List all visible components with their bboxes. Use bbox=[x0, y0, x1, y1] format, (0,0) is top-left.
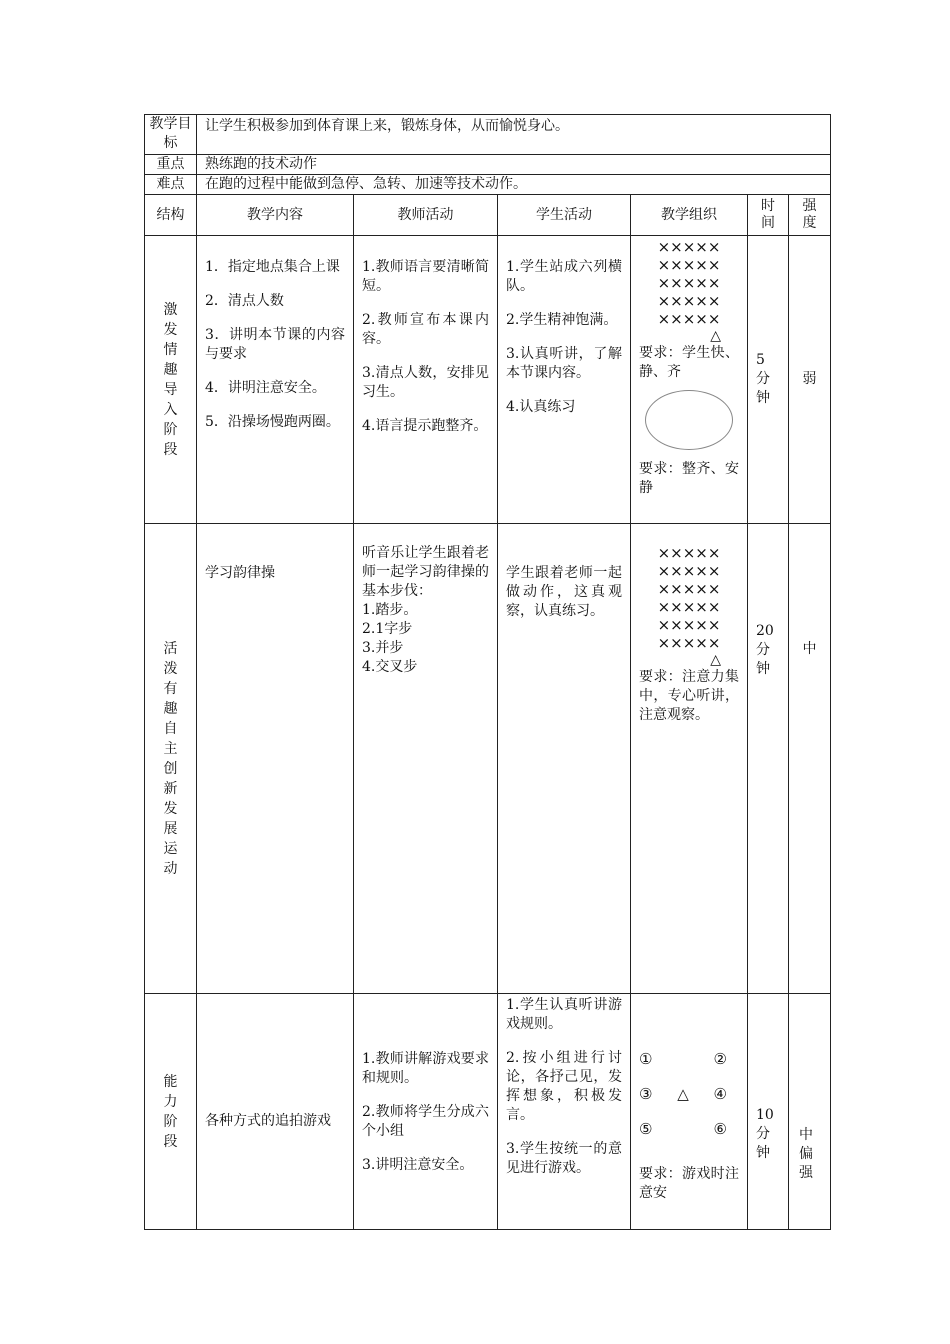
group-row bbox=[639, 1085, 727, 1104]
stage1-teacher bbox=[354, 236, 498, 524]
student-item: 2.学生精神饱满。 bbox=[506, 312, 618, 328]
formation-row: ××××× bbox=[657, 634, 721, 652]
stage3-teacher bbox=[354, 994, 498, 1230]
stage2-intensity: 中 bbox=[789, 524, 831, 994]
student-item: 3.学生按统一的意见进行游戏。 bbox=[506, 1141, 622, 1176]
stage3-content: 各种方式的追拍游戏 bbox=[197, 994, 354, 1230]
lesson-plan bbox=[144, 114, 830, 1230]
key-label: 重点 bbox=[145, 155, 197, 175]
requirement-text: 要求：游戏时注意安 bbox=[639, 1166, 739, 1201]
stage2-name: 活泼有趣自主创新发展运动 bbox=[145, 524, 197, 994]
difficulty-row bbox=[145, 175, 831, 195]
content-item: 4．讲明注意安全。 bbox=[205, 380, 326, 396]
stage3-student bbox=[498, 994, 631, 1230]
stage1-student bbox=[498, 236, 631, 524]
step-item: 3.并步 bbox=[362, 640, 404, 656]
teacher-item: 1.教师讲解游戏要求和规则。 bbox=[362, 1051, 489, 1086]
group-2-icon: ② bbox=[713, 1050, 727, 1068]
formation-row: ××××× bbox=[657, 544, 721, 562]
goal-row bbox=[145, 115, 831, 155]
formation-row: ××××× bbox=[657, 310, 721, 328]
group-6-icon: ⑥ bbox=[713, 1120, 727, 1138]
stage2-content: 学习韵律操 bbox=[197, 524, 354, 994]
requirement-text: 要求：注意力集中，专心听讲，注意观察。 bbox=[639, 669, 739, 723]
header-structure: 结构 bbox=[145, 195, 197, 236]
stage1-organization bbox=[631, 236, 748, 524]
formation-row: ××××× bbox=[657, 292, 721, 310]
stage3-time: 10分钟 bbox=[748, 994, 789, 1230]
stage2-time: 20分钟 bbox=[748, 524, 789, 994]
formation-row: ××××× bbox=[657, 256, 721, 274]
formation-row: ××××× bbox=[657, 274, 721, 292]
content-item: 2．清点人数 bbox=[205, 293, 284, 309]
formation-row: ××××× bbox=[657, 598, 721, 616]
student-item: 4.认真练习 bbox=[506, 399, 576, 415]
requirement-text: 要求：整齐、安静 bbox=[639, 461, 739, 496]
stage3-row bbox=[145, 994, 831, 1230]
group-row bbox=[639, 1120, 727, 1139]
difficulty-label: 难点 bbox=[145, 175, 197, 195]
key-row bbox=[145, 155, 831, 175]
step-item: 4.交叉步 bbox=[362, 659, 418, 675]
stage2-row bbox=[145, 524, 831, 994]
teacher-item: 3.讲明注意安全。 bbox=[362, 1157, 474, 1173]
group-3-icon: ③ bbox=[639, 1085, 653, 1103]
group-5-icon: ⑤ bbox=[639, 1120, 653, 1138]
student-item: 1.学生站成六列横队。 bbox=[506, 259, 622, 294]
teacher-position-icon: △ bbox=[710, 328, 721, 344]
stage1-time: 5分钟 bbox=[748, 236, 789, 524]
step-item: 1.踏步。 bbox=[362, 602, 418, 618]
header-intensity: 强度 bbox=[789, 195, 831, 236]
requirement-text: 要求：学生快、静、齐 bbox=[639, 345, 739, 380]
header-content: 教学内容 bbox=[197, 195, 354, 236]
stage3-intensity: 中偏强 bbox=[789, 994, 831, 1230]
stage2-student: 学生跟着老师一起做动作，这真观察，认真练习。 bbox=[498, 524, 631, 994]
formation-row: ××××× bbox=[657, 238, 721, 256]
lesson-table bbox=[144, 114, 831, 1230]
content-item: 5．沿操场慢跑两圈。 bbox=[205, 414, 340, 430]
group-4-icon: ④ bbox=[713, 1085, 727, 1103]
stage1-row bbox=[145, 236, 831, 524]
stage1-name: 激发情趣导入阶段 bbox=[145, 236, 197, 524]
student-item: 3.认真听讲，了解本节课内容。 bbox=[506, 346, 622, 381]
stage3-organization bbox=[631, 994, 748, 1230]
teacher-position-icon: △ bbox=[677, 1085, 689, 1103]
stage2-teacher bbox=[354, 524, 498, 994]
stage1-intensity: 弱 bbox=[789, 236, 831, 524]
teacher-item: 1.教师语言要清晰简短。 bbox=[362, 259, 489, 294]
formation-row: ××××× bbox=[657, 616, 721, 634]
teacher-position-icon: △ bbox=[710, 652, 721, 668]
teacher-item: 2.教师将学生分成六个小组 bbox=[362, 1104, 489, 1139]
teacher-item: 4.语言提示跑整齐。 bbox=[362, 418, 488, 434]
content-item: 1．指定地点集合上课 bbox=[205, 259, 340, 275]
key-text: 熟练跑的技术动作 bbox=[197, 155, 831, 175]
header-row bbox=[145, 195, 831, 236]
group-row bbox=[639, 1050, 727, 1069]
formation-row: ××××× bbox=[657, 562, 721, 580]
header-teacher: 教师活动 bbox=[354, 195, 498, 236]
stage2-organization bbox=[631, 524, 748, 994]
content-item: 3．讲明本节课的内容与要求 bbox=[205, 327, 345, 362]
teacher-item: 2.教师宣布本课内容。 bbox=[362, 312, 489, 347]
step-item: 2.1字步 bbox=[362, 621, 413, 637]
difficulty-text: 在跑的过程中能做到急停、急转、加速等技术动作。 bbox=[197, 175, 831, 195]
header-student: 学生活动 bbox=[498, 195, 631, 236]
goal-text: 让学生积极参加到体育课上来，锻炼身体，从而愉悦身心。 bbox=[197, 115, 831, 155]
goal-label: 教学目标 bbox=[145, 115, 197, 155]
header-organization: 教学组织 bbox=[631, 195, 748, 236]
student-item: 1.学生认真听讲游戏规则。 bbox=[506, 997, 622, 1032]
running-track-oval bbox=[645, 390, 733, 450]
stage1-content bbox=[197, 236, 354, 524]
group-1-icon: ① bbox=[639, 1050, 653, 1068]
formation-row: ××××× bbox=[657, 580, 721, 598]
header-time: 时间 bbox=[748, 195, 789, 236]
stage3-name: 能力阶段 bbox=[145, 994, 197, 1230]
student-item: 2.按小组进行讨论，各抒己见，发挥想象，积极发言。 bbox=[506, 1050, 622, 1123]
teacher-intro: 听音乐让学生跟着老师一起学习韵律操的基本步伐： bbox=[362, 545, 489, 599]
teacher-item: 3.清点人数，安排见习生。 bbox=[362, 365, 489, 400]
